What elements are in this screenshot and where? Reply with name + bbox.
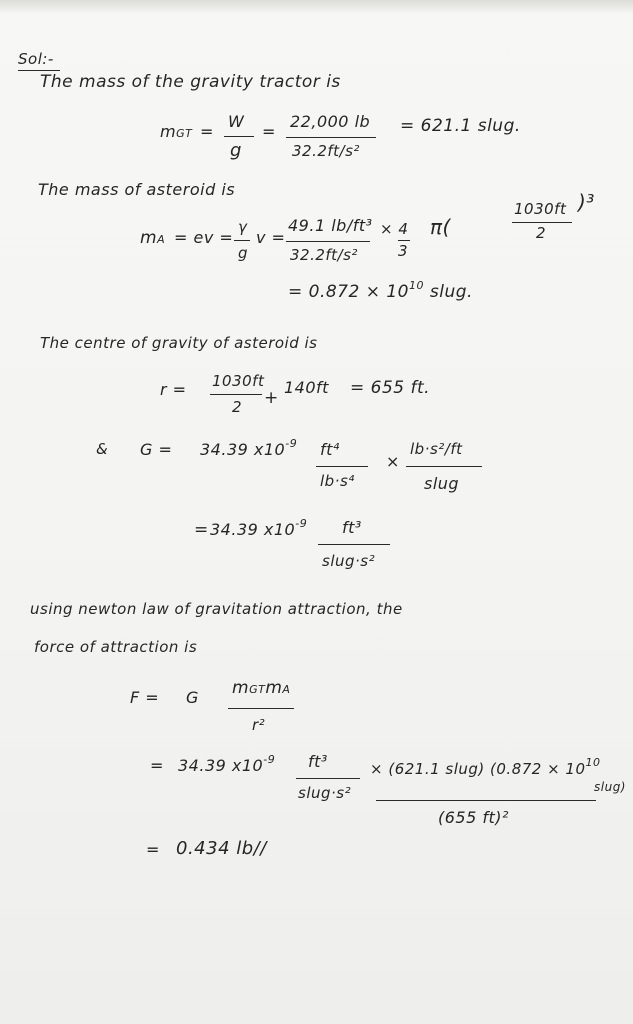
F2-big-fraction-bar: [376, 800, 596, 801]
pi-paren: π(: [430, 215, 451, 239]
intro-line-asteroid: The mass of asteroid is: [38, 180, 236, 199]
weight-fraction-bar: [286, 137, 376, 138]
F-symbol: F =: [130, 688, 160, 707]
F2-slug-close: slug): [594, 780, 626, 794]
r-num: 1030ft: [212, 372, 265, 390]
ma-symbol: mA: [140, 228, 166, 248]
four-thirds-den: 3: [398, 242, 409, 260]
G-num-unit: ft⁴: [320, 440, 340, 459]
G-fraction-bar: [316, 466, 368, 467]
F2-value: 34.39 $x10^{-9}$: [178, 753, 276, 775]
G-conv-den: slug: [424, 474, 460, 493]
gamma-fraction-bar: [234, 240, 250, 241]
G-times: ×: [386, 452, 400, 471]
F-numerator: mGTmA: [232, 678, 291, 698]
cube-close: )³: [578, 190, 595, 214]
r-symbol: r =: [160, 380, 187, 399]
G-den-unit: lb·s⁴: [320, 472, 355, 490]
diameter-bar: [512, 222, 572, 223]
F2-den2: (655 ft)²: [438, 808, 509, 827]
mgt-equals: =: [200, 122, 214, 141]
gamma-den: g: [238, 244, 249, 262]
w-numerator: W: [228, 112, 245, 131]
mgt-symbol: mGT: [160, 122, 193, 141]
F2-unit: ft³: [308, 752, 328, 771]
G2-equals: =: [194, 520, 209, 540]
diameter-den: 2: [536, 224, 547, 242]
G2-value: 34.39 $x10^{-9}$: [210, 517, 308, 539]
G-value: 34.39 $x10^{-9}$: [200, 437, 298, 459]
header-underline: [18, 70, 60, 71]
g-denominator: g: [230, 140, 242, 161]
density-value: 49.1 lb/ft³: [288, 216, 373, 235]
intro-line-cg: The centre of gravity of asteroid is: [40, 334, 318, 352]
G2-unit: ft³: [342, 518, 362, 537]
density-den: 32.2ft/s²: [290, 246, 358, 264]
G2-fraction-bar: [318, 544, 390, 545]
ma-result: = $0.872 \times 10^{10}$ slug.: [288, 279, 473, 302]
F2-multiplier: × (621.1 slug) ($0.872 \times 10^{10}$: [370, 756, 601, 778]
F-result-equals: =: [146, 840, 160, 859]
diameter-num: 1030ft: [514, 200, 567, 218]
G2-den: slug·s²: [322, 552, 376, 570]
r-result: = 655 ft.: [350, 378, 431, 398]
intro-line-newton: using newton law of gravitation attraction, the: [30, 600, 403, 618]
r-den: 2: [232, 398, 243, 416]
weight-value: 22,000 lb: [290, 112, 371, 131]
G-conv-bar: [406, 466, 482, 467]
density-fraction-bar: [286, 241, 370, 242]
r-add: 140ft: [284, 378, 329, 397]
mgt-result: = 621.1 slug.: [400, 116, 521, 136]
F2-den: slug·s²: [298, 784, 352, 802]
F-G: G: [186, 688, 199, 707]
r-fraction-bar: [210, 394, 262, 395]
four-thirds-num: × 4: [380, 220, 409, 238]
F2-fraction-bar: [296, 778, 360, 779]
gamma-symbol: γ: [238, 218, 248, 236]
and-symbol: &: [96, 440, 109, 458]
four-thirds-bar: [398, 240, 410, 241]
G-conv-num: lb·s²/ft: [410, 440, 463, 458]
intro-line-force: force of attraction is: [34, 638, 198, 656]
F-result: 0.434 lb//: [176, 838, 267, 859]
F-denominator: r²: [252, 716, 266, 734]
G-symbol: G =: [140, 440, 173, 459]
g-value: 32.2ft/s²: [292, 142, 360, 160]
eq2: =: [262, 122, 276, 141]
F-fraction-bar: [228, 708, 294, 709]
solution-header: Sol:-: [18, 50, 54, 68]
F2-equals: =: [150, 756, 164, 775]
ma-equals: = ev =: [174, 228, 234, 247]
w-fraction-bar: [224, 136, 254, 137]
r-plus: +: [264, 388, 279, 408]
page-edge-shadow: [0, 0, 633, 14]
intro-line-gt: The mass of the gravity tractor is: [40, 72, 341, 92]
v-equals: v =: [256, 228, 286, 247]
